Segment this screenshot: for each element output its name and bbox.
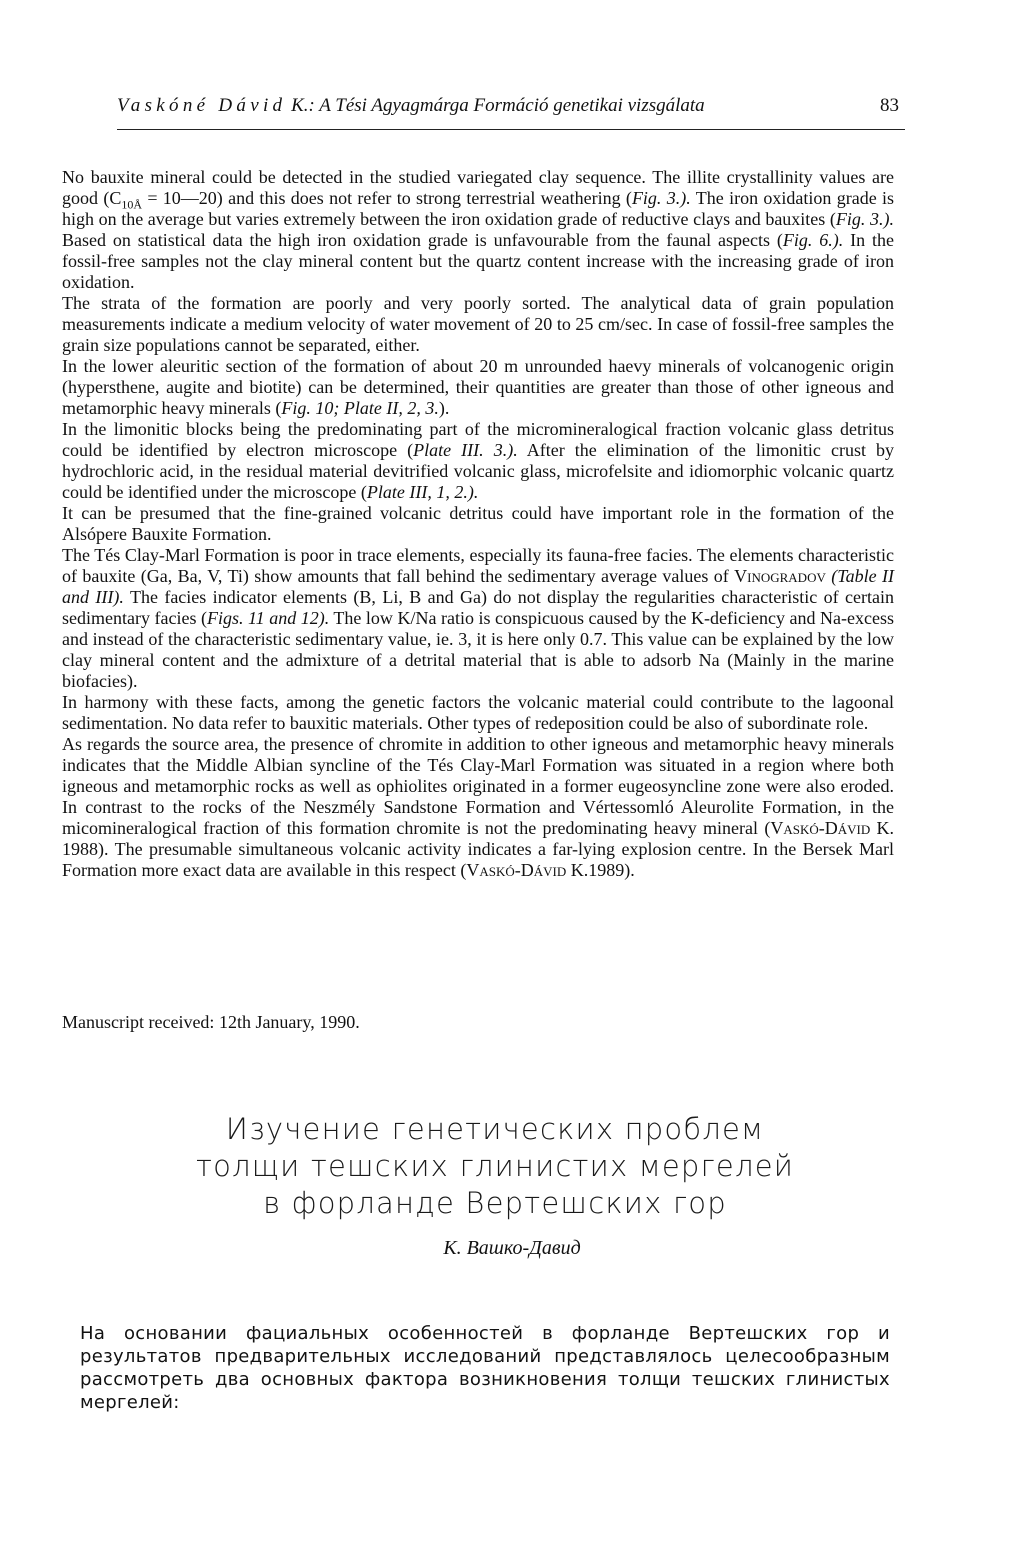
text-run: In the lower aleuritic section of the formation of about 20 m unrounded haevy minerals of volcanogenic origin (hypersthene, augite and biotite) can be determined, their quantities are greater than those of other igneous and metamorphic heavy minerals ( (62, 356, 894, 418)
text-run: No bauxite mineral could be detected in the studied variegated clay sequence. The illite crystallinity values are good (C (62, 167, 894, 208)
figure-reference: Fig. 10; Plate II, 2, 3. (281, 398, 439, 418)
paragraph-5: It can be presumed that the fine-grained volcanic detritus could have important role in the formation of the Alsópere Bauxite Formation. (62, 503, 894, 544)
paragraph-1 (62, 167, 894, 293)
paragraph-4 (62, 419, 894, 503)
paragraph-6 (62, 545, 894, 692)
subscript: 10Å (121, 197, 142, 212)
manuscript-received: Manuscript received: 12th January, 1990. (62, 1012, 360, 1032)
text-run: Based on statistical data the high iron oxidation grade is unfavourable from the faunal aspects ( (62, 230, 783, 250)
header-author: Vaskóné Dávid (117, 95, 287, 116)
cited-author: Vaskó-Dávid (770, 818, 871, 838)
plate-reference: Plate III. 3.). (413, 440, 518, 460)
figure-reference: Figs. 11 and 12). (206, 608, 330, 628)
paragraph-2: The strata of the formation are poorly and very poorly sorted. The analytical data of grain population measurements indicate a medium velocity of water movement of 20 to 25 cm/sec. In case of fossil-free samples the grain size populations cannot be separated, either. (62, 293, 894, 355)
russian-author: К. Вашко-Давид (443, 1237, 581, 1259)
paragraph-7: In harmony with these facts, among the genetic factors the volcanic material could contribute to the lagoonal sedimentation. No data refer to bauxitic materials. Other types of redeposition could be also of subordinate role. (62, 692, 894, 733)
text-run: K. 1988). The presumable simultaneous volcanic activity indicates a far-lying explosion centre. In the Bersek Marl Formation more exact data are available in this respect ( (62, 818, 895, 880)
cited-author: Vaskó-Dávid (466, 860, 567, 880)
text-run: After the elimination of the limonitic crust by hydrochloric acid, in the residual material devitrified volcanic glass, microfelsite and idiomorphic volcanic quartz could be identified under the microscope ( (62, 440, 894, 502)
text-run: = 10—20) and this does not refer to strong terrestrial weathering ( (142, 188, 632, 208)
header-title: K.: A Tési Agyagmárga Formáció genetikai vizsgálata (286, 95, 705, 116)
russian-title-line: Изучение генетических проблем (225, 1112, 765, 1146)
text-run: The Tés Clay-Marl Formation is poor in trace elements, especially its fauna-free facies. The elements characteristic of bauxite (Ga, Ba, V, Ti) show amounts that fall behind the sedimentary average values of (62, 545, 894, 586)
figure-reference: Fig. 3.). (835, 209, 894, 229)
paragraph-8 (62, 734, 894, 881)
table-reference: (Table II and III). (62, 566, 894, 607)
text-run: The facies indicator elements (B, Li, B and Ga) do not display the regularities characteristic of certain sedimentary facies ( (62, 587, 894, 628)
text-run: As regards the source area, the presence of chromite in addition to other igneous and metamorphic heavy minerals indicates that the Middle Albian syncline of the Tés Clay-Marl Formation was situated in a region where both igneous and metamorphic rocks as well as ophiolites originated in a former eugeosyncline zone were also eroded. In contrast to the rocks of the Neszmély Sandstone Formation and Vértessomló Aleurolite Formation, in the micomineralogical fraction of this formation chromite is not the predominating heavy mineral ( (62, 734, 894, 838)
russian-title (150, 1111, 840, 1222)
text-run: In the fossil-free samples not the clay mineral content but the quartz content increase with the increasing grade of iron oxidation. (62, 230, 895, 292)
russian-abstract: На основании фациальных особенностей в форланде Вертешских гор и результатов предварительных исследований представлялось целесообразным рассмотреть два основных фактора возникновения толщи тешских глинистых мергелей: (80, 1323, 890, 1413)
text-run: K.1989). (566, 860, 635, 880)
running-header (117, 95, 905, 130)
text-run: The iron oxidation grade is high on the average but varies extremely between the iron oxidation grade of reductive clays and bauxites ( (62, 188, 895, 229)
figure-reference: Fig. 6.). (782, 230, 844, 250)
plate-reference: Plate III, 1, 2.). (366, 482, 479, 502)
page-number: 83 (880, 95, 899, 116)
text-run: In the limonitic blocks being the predominating part of the micromineralogical fraction volcanic glass detritus could be identified by electron microscope ( (62, 419, 894, 460)
figure-reference: Fig. 3.). (631, 188, 691, 208)
russian-title-line: в форланде Вертешских гор (263, 1186, 727, 1220)
article-body (62, 167, 894, 881)
russian-title-line: толщи тешских глинистих мергелей (195, 1149, 795, 1183)
cited-author: Vinogradov (734, 566, 826, 586)
text-run: The low K/Na ratio is conspicuous caused by the K-deficiency and Na-excess and instead of the characteristic sedimentary value, ie. 3, it is here only 0.7. This value can be explained by the low clay mineral content and the admixture of a detrital material that is able to adsorb Na (Mainly in the marine biofacies). (62, 608, 894, 691)
text-run: ). (438, 398, 450, 418)
paragraph-3 (62, 356, 894, 419)
